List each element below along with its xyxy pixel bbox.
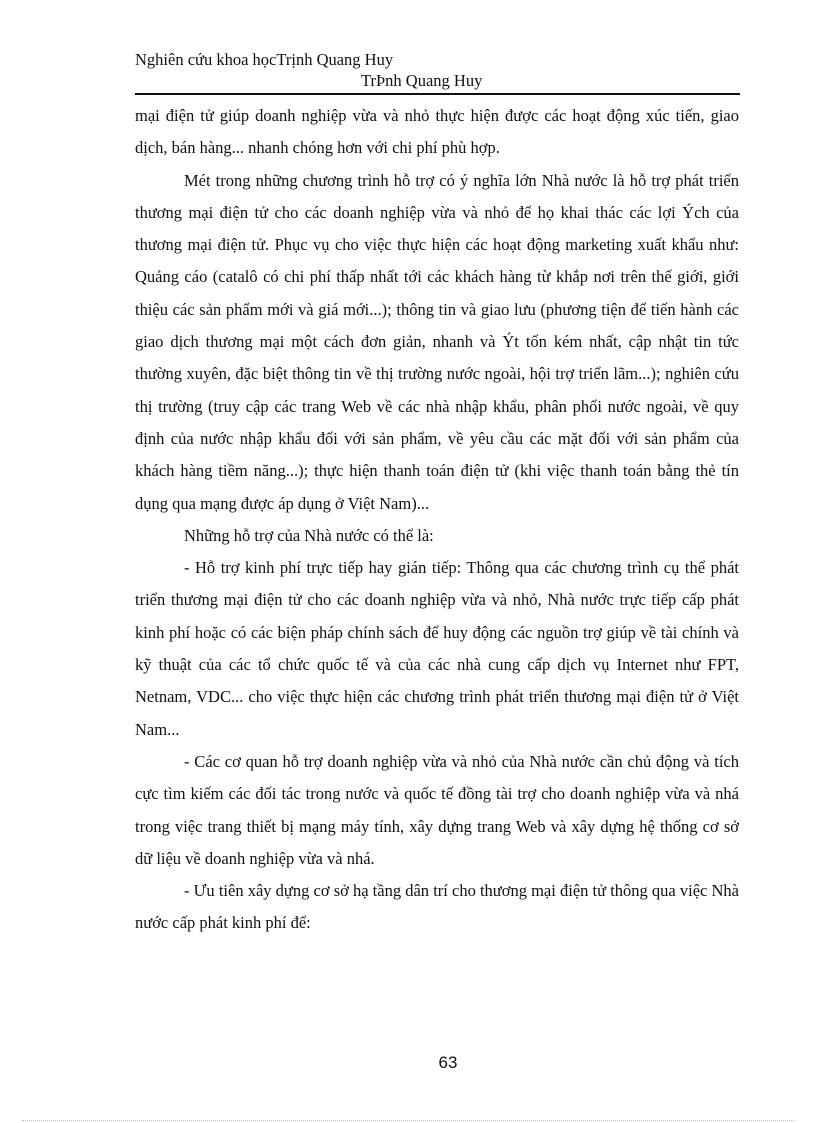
paragraph-support-intro: Những hỗ trợ của Nhà nước có thể là: [184,525,434,545]
paragraph-continuation: mại điện tử giúp doanh nghiệp vừa và nhỏ thực hiện được các hoạt động xúc tiến, giao dịch, bán hàng... nhanh chóng hơn với chi phí phù hợp. [135,106,739,158]
paragraph-funding: - Hỗ trợ kinh phí trực tiếp hay gián tiếp: Thông qua các chương trình cụ thể phát triển thương mại điện tử cho các doanh nghiệp vừa và nhỏ, Nhà nước trực tiếp cấp phát kinh phí hoặc có các biện pháp chính sách để huy động các nguồn trợ giúp về tài chính và kỹ thuật của các tổ chức quốc tế và của các nhà cung cấp dịch vụ Internet như FPT, Netnam, VDC... cho việc thực hiện các chương trình phát triển thương mại điện tử ở Việt Nam... [135,558,739,739]
paragraph-support-programs: Mét trong những chương trình hỗ trợ có ý nghĩa lớn Nhà nước là hỗ trợ phát triển thương mại điện tử cho các doanh nghiệp vừa và nhỏ để họ khai thác các lợi Ých của thương mại điện tử. Phục vụ cho việc thực hiện các hoạt động marketing xuất khẩu như: Quảng cáo (catalô có chi phí thấp nhất tới các khách hàng từ khắp nơi trên thế giới, giới thiệu các sản phẩm mới và giá mới...); thông tin và giao lưu (phương tiện để tiến hành các giao dịch thương mại một cách đơn giản, nhanh và Ýt tốn kém nhất, cập nhật tin tức thường xuyên, đặc biệt thông tin về thị trường nước ngoài, hội trợ triển lãm...); nghiên cứu thị trường (truy cập các trang Web về các nhà nhập khẩu, phân phối nước ngoài, về quy định của nước nhập khẩu đối với sản phẩm, về yêu cầu các mặt đối với sản phẩm của khách hàng tiềm năng...); thực hiện thanh toán điện tử (khi việc thanh toán bằng thẻ tín dụng qua mạng được áp dụng ở Việt Nam)... [135,170,739,513]
header-title-line1: Nghiên cứu khoa họcTrịnh Quang Huy [135,50,394,69]
header-title-line2: TrÞnh Quang Huy [361,71,483,90]
page-bottom-divider [22,1120,794,1121]
paragraph-agencies: - Các cơ quan hỗ trợ doanh nghiệp vừa và nhỏ của Nhà nước cần chủ động và tích cực tìm kiếm các đối tác trong nước và quốc tế đồng tài trợ cho doanh nghiệp vừa và nhá trong việc trang thiết bị mạng máy tính, xây dựng trang Web và xây dựng hệ thống cơ sở dữ liệu về doanh nghiệp vừa và nhá. [135,751,739,868]
page-number: 63 [438,1053,458,1072]
paragraph-priority: - Ưu tiên xây dựng cơ sở hạ tầng dân trí cho thương mại điện tử thông qua việc Nhà nước cấp phát kinh phí để: [135,881,739,933]
header-rule [135,93,740,95]
body-text [135,100,739,940]
